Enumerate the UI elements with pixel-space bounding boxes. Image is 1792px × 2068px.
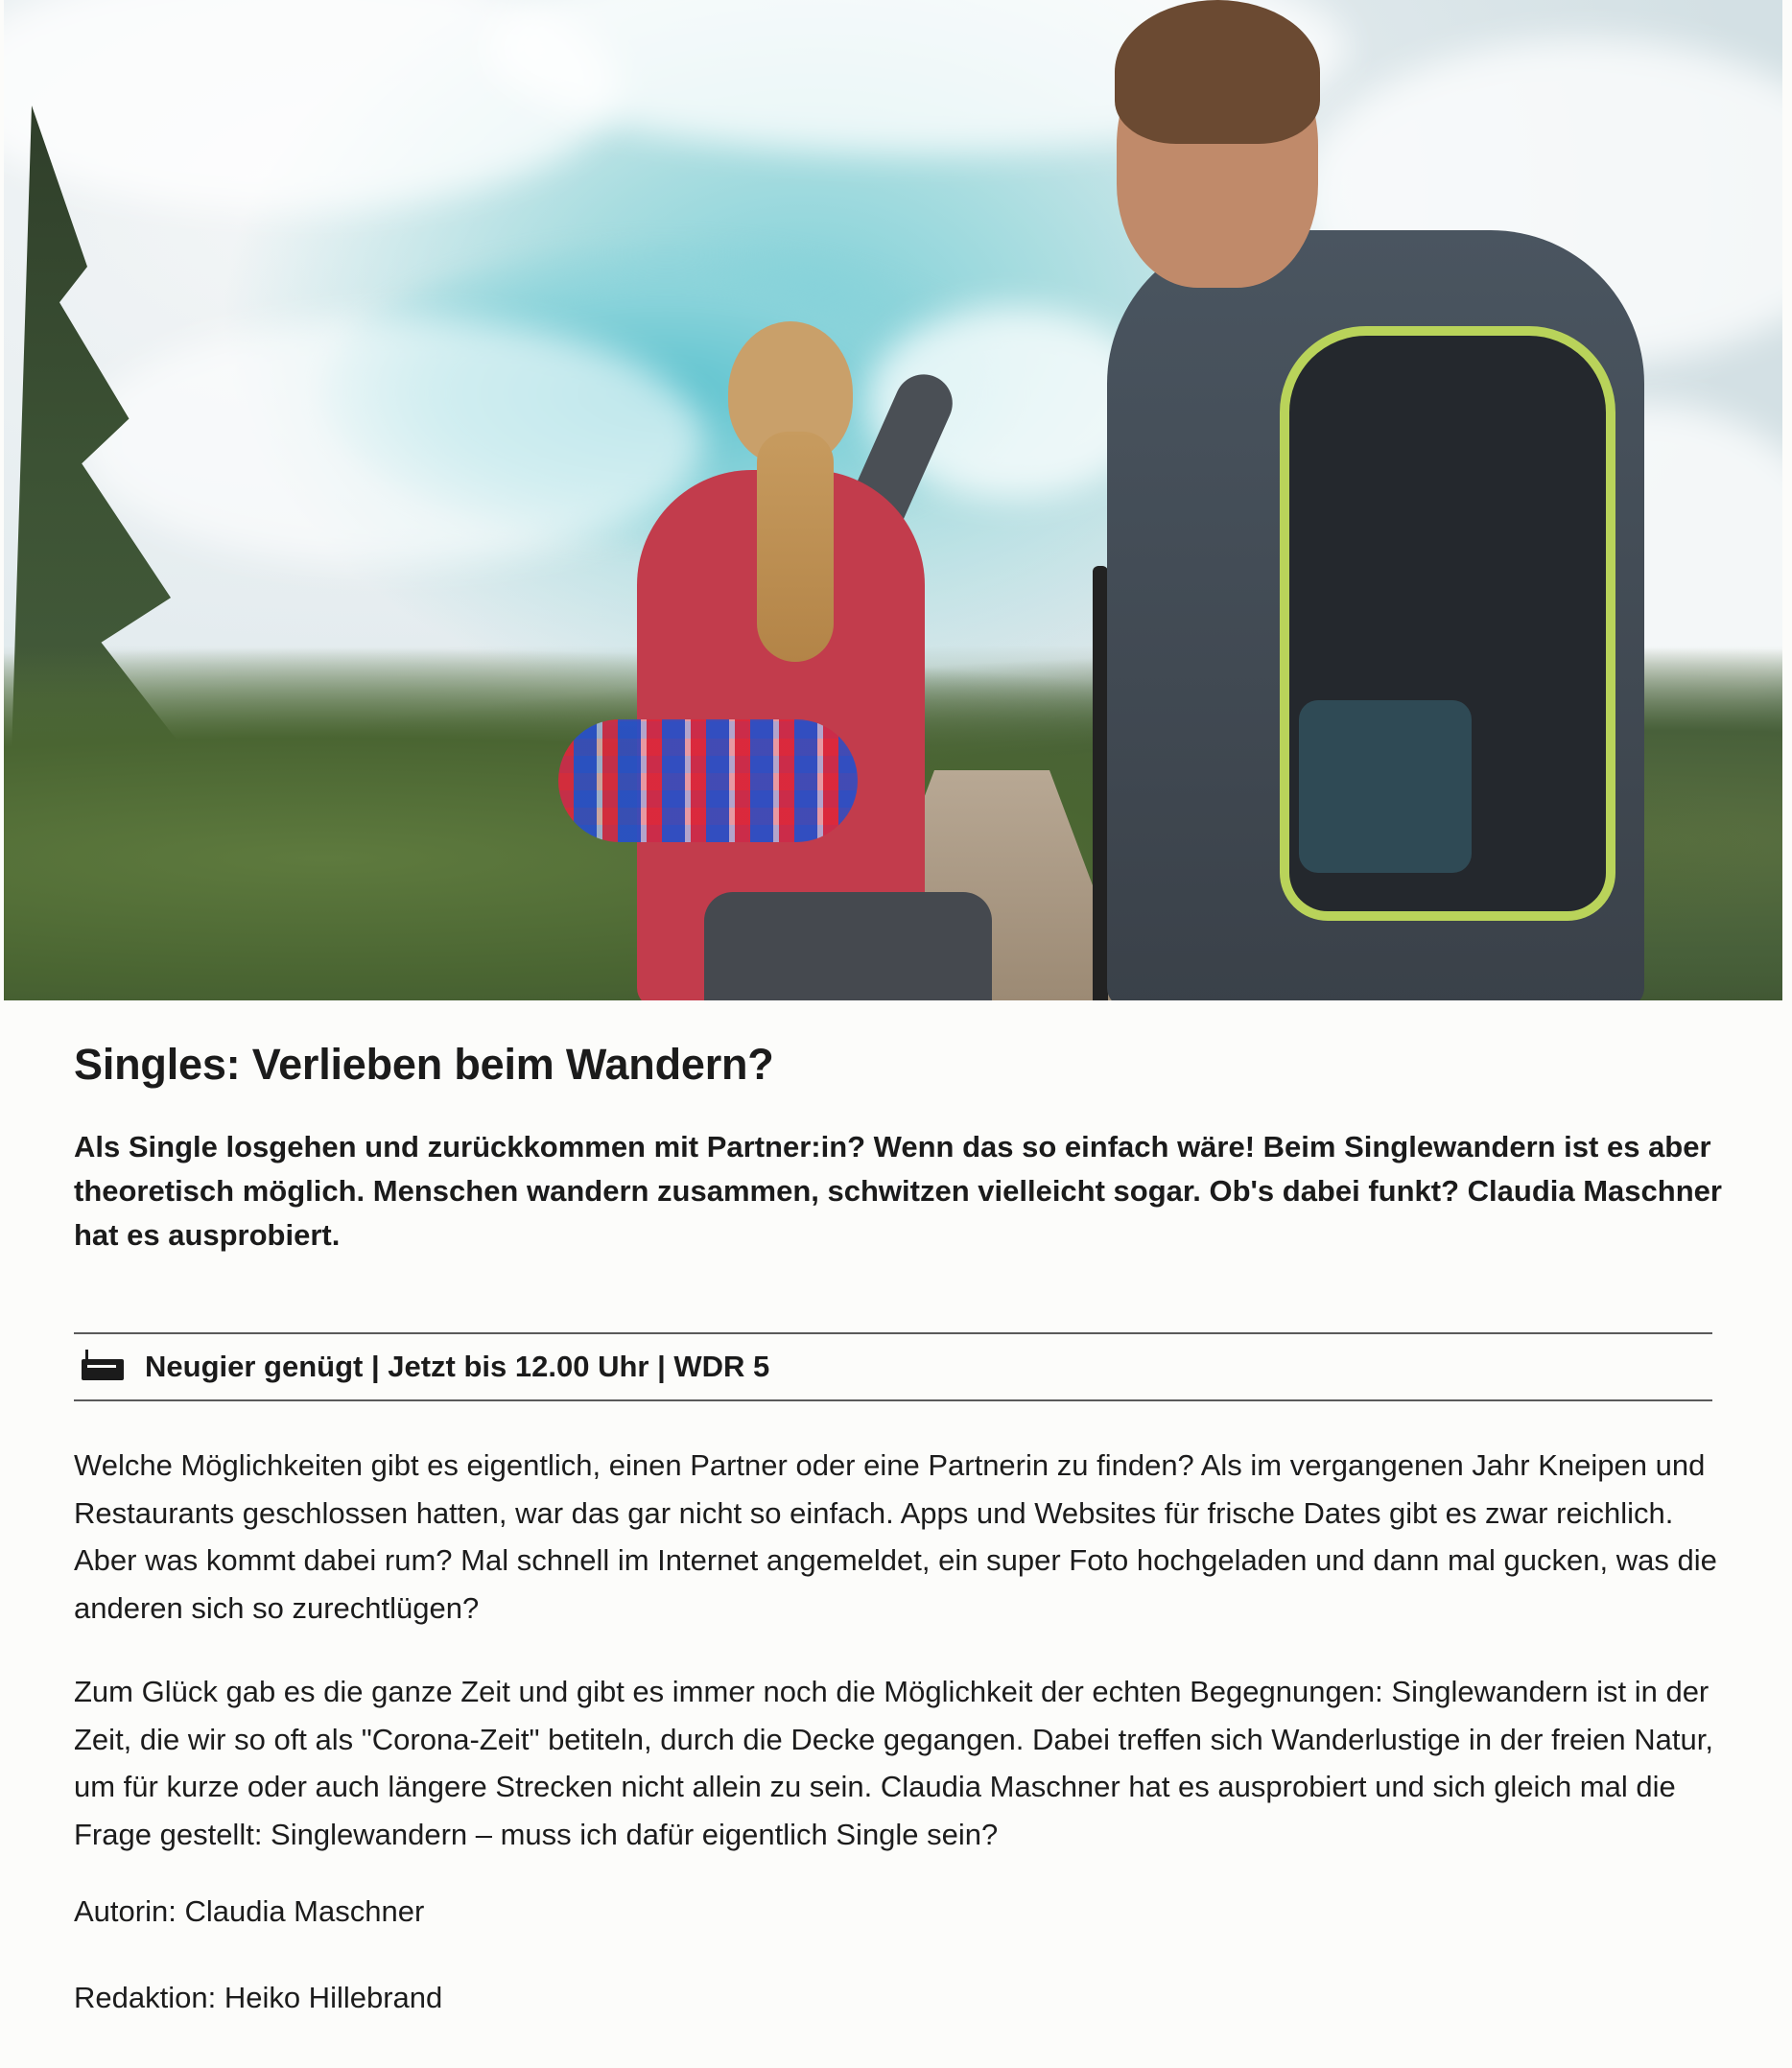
man-hair xyxy=(1115,0,1320,144)
backpack-pocket xyxy=(1299,700,1472,873)
broadcast-label[interactable]: Neugier genügt | Jetzt bis 12.00 Uhr | WDR 5 xyxy=(145,1350,770,1383)
radio-icon xyxy=(82,1353,124,1380)
woman-hair xyxy=(757,432,834,662)
article-teaser: Als Single losgehen und zurückkommen mit Partner:in? Wenn das so einfach wäre! Beim Singlewandern ist es aber theoretisch möglich. Menschen wandern zusammen, schwitzen vielleicht sogar. Ob's dabei funkt? Claudia Maschner hat es ausprobiert. xyxy=(74,1130,1722,1252)
page-title: Singles: Verlieben beim Wandern? xyxy=(74,1040,774,1089)
editor-credit: Redaktion: Heiko Hillebrand xyxy=(74,1981,443,2014)
bedroll xyxy=(558,719,858,842)
body-paragraph: Welche Möglichkeiten gibt es eigentlich, einen Partner oder eine Partnerin zu finden? Als im vergangenen Jahr Kneipen und Restaurants geschlossen hatten, war das gar nicht so einfach. Apps und Websites für frische Dates gibt es zwar reichlich. Aber was kommt dabei rum? Mal schnell im Internet angemeldet, ein super Foto hochgeladen und dann mal gucken, was die anderen sich so zurechtlügen? xyxy=(74,1448,1717,1625)
hero-image xyxy=(4,0,1782,1000)
cloud-shape xyxy=(81,317,704,566)
trekking-pole xyxy=(1093,566,1108,1000)
woman-legs xyxy=(704,892,992,1000)
author-credit: Autorin: Claudia Maschner xyxy=(74,1894,425,1928)
body-paragraph: Zum Glück gab es die ganze Zeit und gibt es immer noch die Möglichkeit der echten Begegnungen: Singlewandern ist in der Zeit, die wir so oft als "Corona-Zeit" betiteln, durch die Decke gegangen. Dabei treffen sich Wanderlustige in der freien Natur, um für kurze oder auch längere Strecken nicht allein zu sein. Claudia Maschner hat es ausprobiert und sich gleich mal die Frage gestellt: Singlewandern – muss ich dafür eigentlich Single sein? xyxy=(74,1675,1713,1851)
audio-info-bar[interactable] xyxy=(74,1332,1712,1401)
